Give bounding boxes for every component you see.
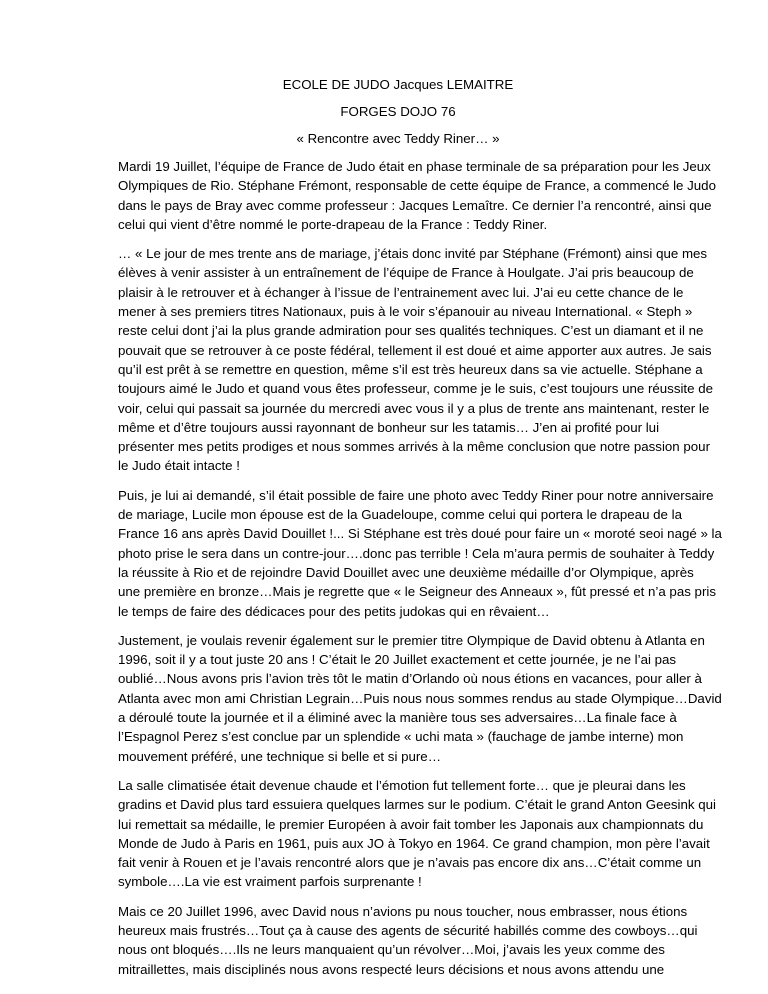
text-line: présenter mes petits prodiges et nous sommes arrivés à la même conclusion que notre passion pour [118,439,711,455]
dojo-title: FORGES DOJO 76 [340,104,456,119]
text-line: lui remettait sa médaille, le premier Européen à avoir fait tomber les Japonais aux championnats du [118,816,704,832]
text-line: heureux mais frustrés…Tout ça à cause des agents de sécurité habillés comme des cowboys…qui [118,922,698,938]
article-title: « Rencontre avec Teddy Riner… » [296,131,500,146]
text-line: 1996, soit il y a tout juste 20 ans ! C’était le 20 Juillet exactement et cette journée, je ne l’ai pas [118,652,677,668]
text-line: même et d’être toujours aussi rayonnant de bonheur sur les tatamis… J’en ai profité pour lui [118,419,660,435]
text-line: l’Espagnol Perez s’est conclue par un splendide « uchi mata » (fauchage de jambe interne) mon [118,729,684,745]
text-line: Justement, je voulais revenir également sur le premier titre Olympique de David obtenu à Atlanta en [118,632,705,648]
paragraph-2 [118,244,713,476]
text-line: Mardi 19 Juillet, l’équipe de France de Judo était en phase terminale de sa préparation pour les Jeux [118,159,711,174]
text-line: Monde de Judo à Paris en 1961, puis aux JO à Tokyo en 1964. Ce grand champion, mon père l’avait [118,835,710,851]
text-line: dans le pays de Bray avec comme professeur : Jacques Lemaître. Ce dernier l’a rencontré, ainsi que [118,197,712,213]
text-line: le temps de faire des dédicaces pour des petits judokas qui en rêvaient… [118,603,550,619]
school-title: ECOLE DE JUDO Jacques LEMAITRE [282,77,514,92]
text-line: photo prise le sera dans un contre-jour….donc pas terrible ! Cela m’aura permis de souhaiter à Teddy [118,545,715,561]
article-body [118,157,722,979]
text-line: fait venir à Rouen et je l’avais rencontré alors que je n’avais pas encore dix ans…C’était comme un [118,855,702,871]
text-line: qu’il est prêt à se remettre en question, même s’il est très heureux dans sa vie actuelle. Stéphane a [118,361,703,377]
text-line: mener à ses premiers titres Nationaux, puis à le voir s’épanouir au niveau International. « Steph » [118,304,693,320]
paragraph-3 [118,486,722,621]
text-line: Atlanta avec mon ami Christian Legrain…Puis nous nous sommes rendus au stade Olympique…David [118,690,722,706]
text-line: Mais ce 20 Juillet 1996, avec David nous n’avions pu nous toucher, nous embrasser, nous étions [118,903,688,919]
text-line: a déroulé toute la journée et il a éliminé avec la manière tous ses adversaires…La finale face à [118,710,677,726]
paragraph-6 [118,902,698,979]
text-line: France 16 ans après David Douillet !... Si Stéphane est très doué pour faire un « moroté seoi nagé » la [118,526,722,542]
paragraph-1 [118,157,716,234]
text-line: le Judo était intacte ! [118,458,240,474]
paragraph-5 [118,776,716,892]
text-line: de mariage, Lucile mon épouse est de la Guadeloupe, comme celui qui portera le drapeau de la [118,507,682,523]
text-line: symbole….La vie est vraiment parfois surprenante ! [118,874,422,890]
text-line: voir, celui qui passait sa journée du mercredi avec vous il y a plus de trente ans maintenant, rester le [118,400,710,416]
text-line: une première en bronze…Mais je regrette que « le Seigneur des Anneaux », fût pressé et n’a pas pris [118,584,716,600]
text-line: élèves à venir assister à un entraînement de l’équipe de France à Houlgate. J’ai pris beaucoup de [118,265,694,281]
text-line: Olympiques de Rio. Stéphane Frémont, responsable de cette équipe de France, a commencé le Judo [118,178,716,194]
text-line: … « Le jour de mes trente ans de mariage, j’étais donc invité par Stéphane (Frémont) ainsi que mes [118,246,708,262]
text-line: toujours aimé le Judo et quand vous êtes professeur, comme je le suis, c’est toujours une réussite de [118,381,713,397]
text-line: mitraillettes, mais disciplinés nous avons respecté leurs décisions et nous avons attendu une [118,961,665,977]
text-line: pouvait que se retrouver à ce poste fédéral, tellement il est doué et aime apporter aux autres. Je sais [118,342,712,358]
text-line: La salle climatisée était devenue chaude et l’émotion fut tellement forte… que je pleurai dans les [118,777,686,793]
paragraph-4 [118,631,722,766]
text-line: celui qui vient d’être nommé le porte-drapeau de la France : Teddy Riner. [118,216,548,232]
document-page [118,76,722,989]
text-line: reste celui dont j’ai la plus grande admiration pour ses qualités techniques. C’est un diamant et il ne [118,323,704,339]
text-line: oublié…Nous avons pris l’avion très tôt le matin d’Orlando où nous étions en vacances, pour aller à [118,671,702,687]
text-line: Puis, je lui ai demandé, s’il était possible de faire une photo avec Teddy Riner pour notre anniversaire [118,487,714,503]
text-line: gradins et David plus tard essuiera quelques larmes sur le podium. C’était le grand Anton Geesink qui [118,797,716,813]
text-line: mouvement préféré, une technique si belle et si pure… [118,748,442,764]
text-line: plaisir à le retrouver et à échanger à l’issue de l’entrainement avec lui. J’ai eu cette chance de le [118,284,684,300]
text-line: la réussite à Rio et de rejoindre David Douillet avec une deuxième médaille d’or Olympique, après [118,564,694,580]
text-line: nous ont bloqués….Ils ne leurs manquaient qu’un révolver…Moi, j’avais les yeux comme des [118,942,665,958]
